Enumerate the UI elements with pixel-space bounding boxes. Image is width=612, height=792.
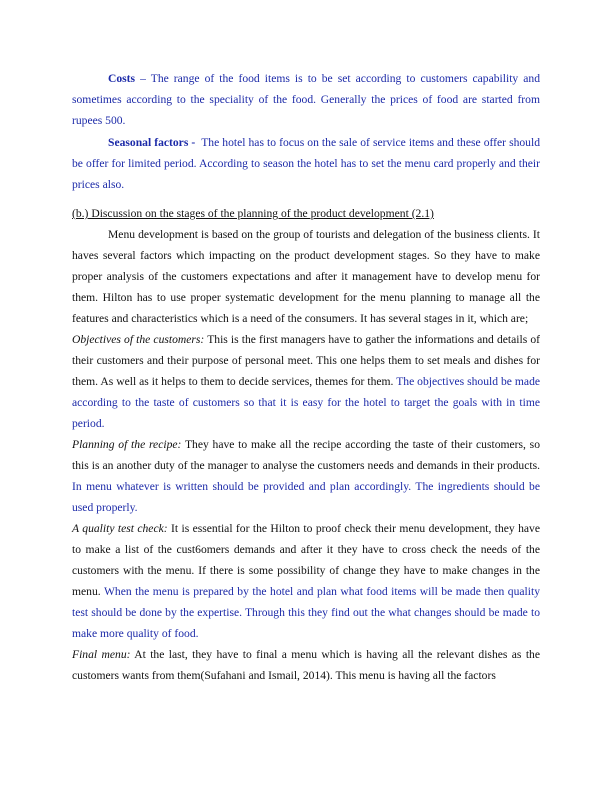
objectives-title: Objectives of the customers:: [72, 333, 205, 346]
costs-paragraph: [72, 68, 540, 131]
planning-blue-text: In menu whatever is written should be provided and plan accordingly. The ingredients should be used properly.: [72, 480, 540, 514]
quality-text: It is essential for the Hilton to proof check their menu development, they have to make a list of the cust6omers demands and after it they have to cross check the needs of the customers with the menu. If there is some possibility of change they have to make changes in the menu.: [72, 522, 541, 598]
final-paragraph: [72, 644, 540, 686]
quality-title: A quality test check:: [72, 522, 168, 535]
final-text: At the last, they have to final a menu which is having all the relevant dishes as the customers wants from them(Sufahani and Ismail, 2014). This menu is having all the factors: [72, 648, 540, 682]
costs-title: Costs: [108, 72, 136, 85]
seasonal-title: Seasonal factors -: [108, 136, 196, 149]
seasonal-text: The hotel has to focus on the sale of service items and these offer should be offer for limited period. According to season the hotel has to set the menu card properly and their prices also.: [72, 136, 540, 191]
section-heading: (b.) Discussion on the stages of the planning of the product development (2.1): [72, 207, 434, 220]
planning-paragraph: [72, 434, 540, 518]
intro-paragraph: Menu development is based on the group of tourists and delegation of the business clients. It haves several factors which impacting on the product development stages. So they have to make proper analysis of the customers expectations and after it management have to develop menu for them. Hilton has to use proper systematic development for the menu planning to manage all the features and characteristics which is a need of the consumers. It has several stages in it, which are;: [72, 228, 540, 325]
objectives-text: This is the first managers have to gather the informations and details of their customers and their purpose of personal meet. This one helps them to set meals and dishes for them. As well as it helps to them to decide services, themes for them.: [72, 333, 540, 388]
objectives-paragraph: [72, 329, 540, 434]
objectives-blue-text: The objectives should be made according to the taste of customers so that it is easy for the hotel to target the goals with in time period.: [72, 375, 541, 430]
quality-blue-text: When the menu is prepared by the hotel and plan what food items will be made then quality test should be done by the expertise. Through this they find out the what changes should be made to make more quality of food.: [72, 585, 540, 640]
quality-paragraph: [72, 518, 540, 644]
seasonal-paragraph: [72, 132, 540, 195]
planning-text: They have to make all the recipe according the taste of their customers, so this is an another duty of the manager to analyse the customers needs and demands in their products.: [72, 438, 540, 472]
costs-text: The range of the food items is to be set according to customers capability and sometimes according to the speciality of the food. Generally the prices of food are started from rupees 500.: [72, 72, 540, 127]
costs-separator: –: [135, 72, 151, 85]
final-title: Final menu:: [72, 648, 131, 661]
document-page: [72, 68, 540, 686]
planning-title: Planning of the recipe:: [72, 438, 182, 451]
